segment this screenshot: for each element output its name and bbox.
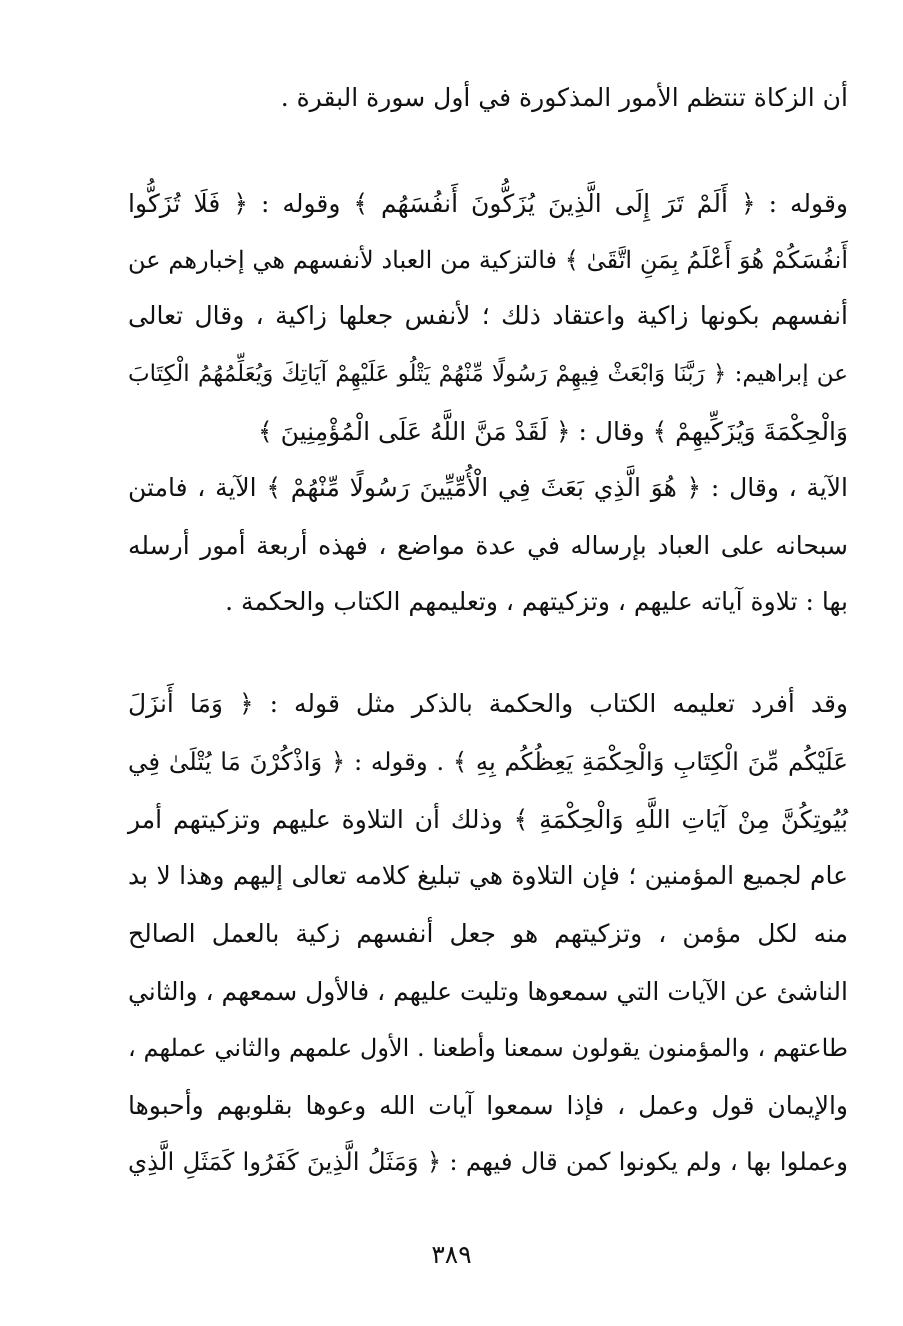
- page-body: [128, 0, 848, 1200]
- text-line: والإيمان قول وعمل ، فإذا سمعوا آيات الله وعوها بقلوبهم وأحبوها: [128, 1091, 848, 1120]
- text-line: الناشئ عن الآيات التي سمعوها وتليت عليهم ، فالأول سمعهم ، والثاني: [127, 977, 848, 1006]
- text-line: وَالْحِكْمَةَ وَيُزَكِّيهِمْ ﴾ وقال : ﴿ لَقَدْ مَنَّ اللَّهُ عَلَى الْمُؤْمِنِينَ ﴾: [258, 417, 848, 446]
- text-line: وقوله : ﴿ أَلَمْ تَرَ إِلَى الَّذِينَ يُزَكُّونَ أَنفُسَهُم ﴾ وقوله : ﴿ فَلَا تُزَكُّوا: [128, 189, 848, 218]
- text-line: بُيُوتِكُنَّ مِنْ آيَاتِ اللَّهِ وَالْحِكْمَةِ ﴾ وذلك أن التلاوة عليهم وتزكيتهم أمر: [128, 805, 848, 834]
- text-line: أَنفُسَكُمْ هُوَ أَعْلَمُ بِمَنِ اتَّقَىٰ ﴾ فالتزكية من العباد لأنفسهم هي إخبارهم عن: [128, 246, 848, 274]
- text-line: منه لكل مؤمن ، وتزكيتهم هو جعل أنفسهم زكية بالعمل الصالح: [128, 919, 848, 948]
- text-line: سبحانه على العباد بإرساله في عدة مواضع ، فهذه أربعة أمور أرسله: [128, 531, 848, 560]
- text-line: الآية ، وقال : ﴿ هُوَ الَّذِي بَعَثَ فِي الْأُمِّيِّينَ رَسُولًا مِّنْهُمْ ﴾ الآية ، فامتن: [128, 473, 848, 502]
- text-line: طاعتهم ، والمؤمنون يقولون سمعنا وأطعنا . الأول علمهم والثاني عملهم ،: [128, 1034, 848, 1062]
- text-line: وعملوا بها ، ولم يكونوا كمن قال فيهم : ﴿ وَمَثَلُ الَّذِينَ كَفَرُوا كَمَثَلِ الَّذِي: [128, 1147, 848, 1176]
- text-line: عَلَيْكُم مِّنَ الْكِتَابِ وَالْحِكْمَةِ يَعِظُكُم بِهِ ﴾ . وقوله : ﴿ وَاذْكُرْنَ مَا يُتْلَىٰ فِي: [128, 747, 848, 776]
- text-line: أنفسهم بكونها زاكية واعتقاد ذلك ؛ لأنفس جعلها زاكية ، وقال تعالى: [128, 301, 848, 330]
- text-line: عن إبراهيم: ﴿ رَبَّنَا وَابْعَثْ فِيهِمْ رَسُولًا مِّنْهُمْ يَتْلُو عَلَيْهِمْ آيَاتِكَ وَيُعَلِّمُهُمُ الْكِتَابَ: [128, 361, 848, 387]
- page-number: ٣٨٩: [431, 1240, 472, 1269]
- text-line: عام لجميع المؤمنين ؛ فإن التلاوة هي تبليغ كلامه تعالى إليهم وهذا لا بد: [128, 861, 848, 890]
- text-line: بها : تلاوة آياته عليهم ، وتزكيتهم ، وتعليمهم الكتاب والحكمة .: [225, 587, 848, 616]
- text-line: وقد أفرد تعليمه الكتاب والحكمة بالذكر مثل قوله : ﴿ وَمَا أَنزَلَ: [128, 689, 848, 718]
- text-line: أن الزكاة تنتظم الأمور المذكورة في أول سورة البقرة .: [280, 83, 848, 112]
